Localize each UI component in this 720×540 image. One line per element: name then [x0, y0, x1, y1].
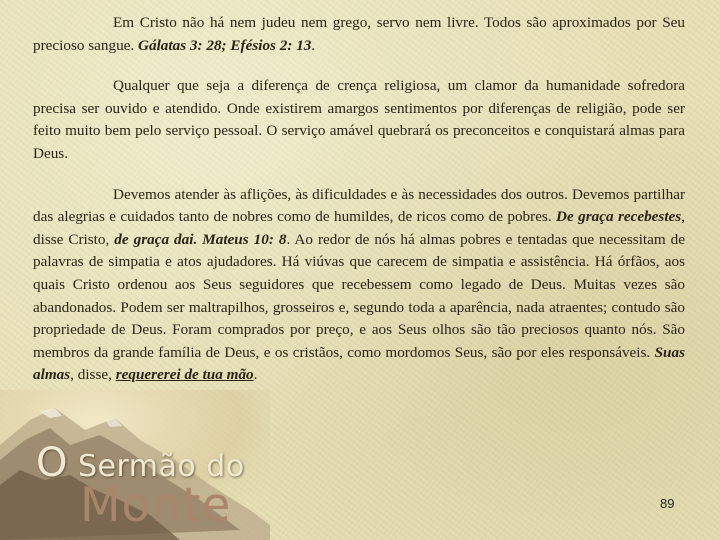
paragraph-1-text: Em Cristo não há nem judeu nem grego, servo nem livre. Todos são aproximados por Seu precioso sangue. — [33, 14, 685, 54]
scripture-reference: Gálatas 3: 28; Efésios 2: 13 — [138, 36, 312, 54]
paragraph-3-text-3: . Ao redor de nós há almas pobres e tentadas que necessitam de palavras de simpatia e atos ajudadores. Há viúvas que carecem de simpatia e assistência. Há órfãos, aos quais Cristo ordenou aos Seus seguidores que recebessem como legado de Deus. Muitas vezes são abandonados. Podem ser maltrapilhos, grosseiros e, segundo toda a aparência, nada atraentes; contudo são propriedade de Deus. Foram comprados por preço, e aos Seus olhos são tão preciosos quanto nós. São membros da grande família de Deus, e os cristãos, como mordomos Seus, são por eles responsáveis. — [33, 230, 686, 361]
emphasis-quote-1: De graça recebestes — [556, 208, 682, 226]
paragraph-1-end: . — [311, 36, 316, 54]
emphasis-quote-3: Suas almas — [33, 343, 685, 384]
emphasis-quote-2: de graça dai. Mateus 10: 8 — [114, 230, 287, 248]
page-number: 89 — [660, 496, 675, 511]
paragraph-3 — [33, 184, 685, 387]
paragraph-3-text-1: Devemos atender às aflições, às dificuldades e às necessidades dos outros. Devemos partilhar das alegrias e cuidados tanto de nobres como de humildes, de ricos como de pobres. — [33, 185, 685, 226]
paragraph-2 — [33, 75, 685, 165]
paragraph-3-text-2: , disse Cristo, — [33, 208, 685, 248]
emphasis-quote-4: requererei de tua mão — [115, 366, 254, 384]
brand-letter-o: O — [36, 440, 68, 486]
brand-title-bottom: Monte — [80, 478, 232, 533]
paragraph-2-text: Qualquer que seja a diferença de crença religiosa, um clamor da humanidade sofredora precisa ser ouvido e atendido. Onde existirem amargos sentimentos por diferenças de religião, pode ser feito muito bem pelo serviço pessoal. O serviço amável quebrará os preconceitos e conquistará almas para Deus. — [33, 77, 685, 162]
paragraph-3-text-4: , disse, — [70, 366, 116, 384]
paragraph-1 — [33, 12, 685, 57]
document-body — [33, 12, 685, 387]
brand-line-1: Sermão do — [77, 449, 245, 484]
paragraph-3-text-5: . — [253, 366, 258, 384]
